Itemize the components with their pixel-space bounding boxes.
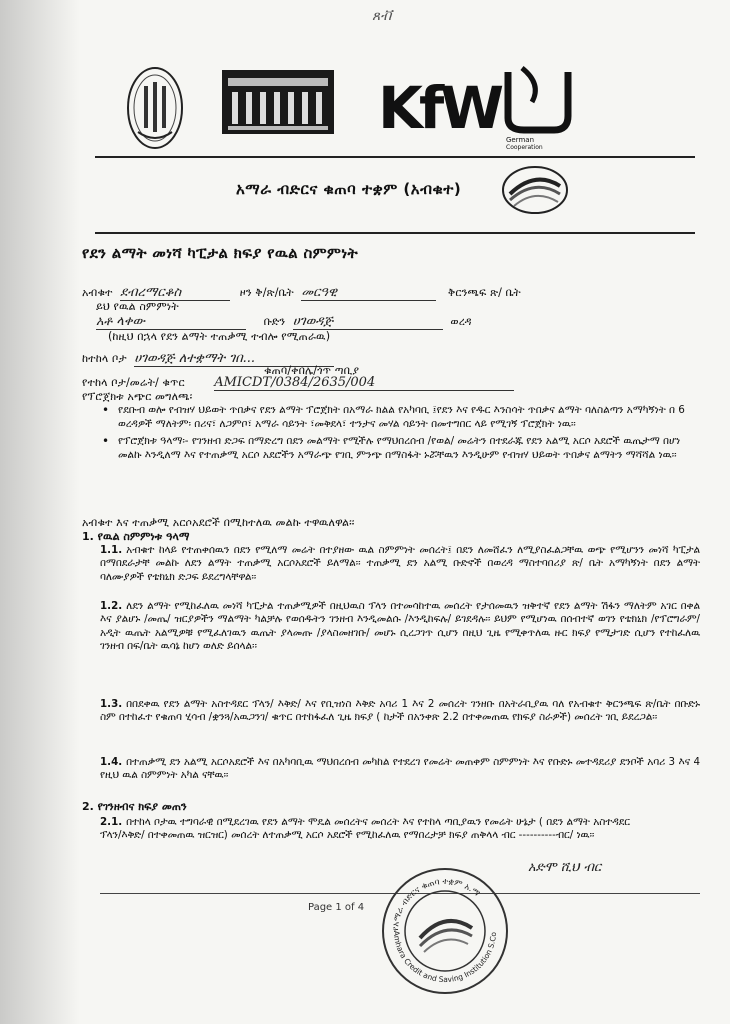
planting-site-value: ሀገወዳጅ ለተቋማት ገበ... (134, 352, 334, 367)
branch-zone-label: አብቁተ (82, 286, 113, 299)
section-1-heading: 1. የዉል ስምምነቱ ዓላማ (82, 530, 190, 543)
clause-1-1: 1.1. አብቁተ ከላይ የተጠቀሰዉን በደን የሚለማ መሬት በተያዘው ዉል ስምምነት መሰረት፤ በደን ለመሸፈን ለሚያስፈልጋቸዉ ወጭ የሚሆንን መነሻ ካፒታል በማበደራታቸ መልኩ ለደን ልማት ተጠቃሚ አርሶአደሮች ይለማል፡፡ ተጠቃሚ ደን አልሚ ቡድኖች በወረዳ ማስተባበሪያ ጽ/ ቤት አማካኝነት በደን ልማት ባለሙያዎች የቴክኒክ ድጋፍ ይደረግላቸዋል፡፡ (100, 544, 700, 583)
field-line-2: ይህ የዉል ስምምነት (96, 300, 179, 313)
svg-text:Amhara Credit and Saving Insti (392, 931, 498, 984)
project-bullets (100, 404, 700, 466)
bullet-item: • የደቡብ ወሎ የብዝሃ ህይወት ጥበቃና የደን ልማት ፕሮጀክት በአማራ ክልል የአካባቢ ፤የደን እና የዱር እንስሳት ጥበቃና ልማት ባለስልጣን አማካኝነት በ 6 ወረዳዎች ማለትም፡ በሪና፣ ለጋምቦ፣ አማራ ሳይንት ፣መቅደላ፣ ተንታና መሃል ሳይንት በመተግበር ላይ የሚገኝ ፕሮጀክት ነዉ፡፡ (100, 404, 700, 431)
branch-office-label: ቅርንጫፍ ጽ/ ቤት (447, 286, 521, 299)
official-stamp (378, 864, 512, 998)
ethiopian-emblem-logo (126, 66, 184, 150)
logo-bar (118, 66, 588, 156)
top-handwritten-mark: ጸቭ (372, 8, 392, 24)
zone-office-value: መርዓዊ (301, 286, 436, 301)
kfw-logo (376, 68, 501, 142)
scan-shadow (0, 0, 80, 1024)
clause-1-4: 1.4. በተጠቃሚ ደን አልሚ አርሶአደሮች እና በአካባቢዉ ማህበረሰብ መካከል የተደረገ የመሬት መጠቀም ስምምነት እና የቡድኑ መተዳደሪያ ደንቦች አባሪ 3 እና 4 የዚህ ዉል ስምምነት አካል ናቸዉ፡፡ (100, 756, 700, 782)
intro-line: አብቁተ እና ተጠቃሚ አርሶአደሮች በሚከተለዉ መልኩ ተዋዉለዋል፡፡ (82, 516, 355, 529)
bank-logo (222, 70, 334, 134)
planting-site-label: ከተከላ ቦታ (82, 352, 127, 365)
clause-1-2: 1.2. ለደን ልማት የሚከፈለዉ መነሻ ካፒታል ተጠቃሚዎች በዚህዉስ ፕላን በተመሳከተዉ መሰረት የታሰመዉን ዝቅተኛ የደን ልማት ሽፋን ማለትም አገር በቀል እና ያልሆኑ /መጤ/ ዝርያዎችን ማልማት ካልቻሉ የወሰዱትን ገንዘብ እንዲመልሱ /እንዲከፍሉ/ ይገደዳሉ፡፡ ይህም የሚሆነዉ በሰብተኛ ወገን የቴክኒክ /የፕሮግራም/ አዲት ዉጤት አልሚዎቹ የሚፈለገዉን ዉጤት ያላመጡ /ያላስመዘገቡ/ መሆኑ ሲረጋገጥ ሲሆን በዚህ ጊዜ የሚቀጥለዉ ዙር ክፍያ የሚታገድ ሲሆን የተከፈለዉ ገንዘብ በፍ/ቤት ዉሳኔ ከሆነ ወለድ ይሰላል፡፡ (100, 600, 700, 653)
german-cooperation-logo (502, 66, 574, 150)
field-line-4: (ከዚህ በኋላ የደን ልማት ተጠቃሚ ተብሎ የሚጠራዉ) (108, 330, 331, 343)
group-value: ሀገወዳጅ (293, 315, 443, 330)
clause-1-3: 1.3. በበደቀዉ የደን ልማት አስተዳደር ፕላን/ እቅድ/ እና የቢዝነስ እቅድ አባሪ 1 እና 2 መሰረት ገንዘቡ በአትራቢያዉ ባለ የአብቁተ ቅርንጫፍ ጽ/ቤት በቡድኑ ስም በተከፈተ የቁጠባ ሂሳብ /ቋንጓ/አዉጋንገ/ ቁጥር በተከፋፈለ ጊዜ ክፍያ ( ከታች በአንቀጽ 2.2 በተቀመጠዉ የክፍያ ስራዎች) መሰረት ገቢ ይደረጋል፡፡ (100, 698, 700, 724)
page-number: Page 1 of 4 (308, 902, 365, 913)
zone-value: ደብረማርቆስ (120, 286, 230, 301)
site-number-label: የተከላ ቦታ/መሬት/ ቁጥር (82, 376, 185, 389)
handwritten-amount-note: አድሞ ሺህ ብር (528, 860, 602, 875)
svg-text:German: German (506, 136, 535, 144)
site-number-value: AMICDT/0384/2635/004 (214, 376, 514, 391)
svg-text:Cooperation: Cooperation (506, 144, 543, 151)
header-divider-bottom (95, 232, 695, 234)
stamp-bottom-text: Amhara Credit and Saving Institution S.Co (391, 930, 499, 985)
acsi-logo (500, 164, 570, 216)
beneficiary-name-value: አቶ ላቀው (96, 315, 246, 330)
clause-2-1: 2.1. በተከላ ቦታዉ ተግባራዊ በሚደረገዉ የደን ልማት ሞዴል መሰረትና መሰረት እና የተከላ ጣቢያዉን የመሬት ሁኔታ ( በደን ልማት አስተዳደር ፕላን/እቅድ/ በተቀመጠዉ ዝርዝር) መሰረት ለተጠቃሚ አርሶ አደሮች የሚከፈለዉ የማበረታቻ ክፍያ ጠቅላላ ብር ----------ብር/ ነዉ፡፡ (100, 816, 630, 842)
woreda-label: ወረዳ (450, 315, 472, 328)
bullet-item: • የፕሮጀክቱ ዓላማ፡- የገንዘብ ድጋፍ በማድረግ በደን መልማት የሚችሉ የማህበረሰብ /የወል/ መሬትን በተደራጁ የደን አልሚ አርሶ አደሮች ዉጤታማ በሆነ መልኩ እንዲለማ እና የተጠቃሚ አርሶ አደሮችን አማራጭ የገቢ ምንጭ በማስፋት ኑሯቸዉን እንዲሁም የብዝሃ ህይወት ጥበቃና ልማትን ማሻሻል ነዉ፡፡ (100, 435, 700, 462)
organization-title: አማራ ብድርና ቁጠባ ተቋም (አብቁተ) (236, 180, 462, 198)
zone-office-label: ዞን ቅ/ጽ/ቤት (239, 286, 294, 299)
field-line-7 (82, 376, 514, 391)
svg-text:KfW: KfW (378, 74, 501, 142)
field-line-3 (96, 315, 472, 330)
field-line-6: ቁጠባ/ቀበሌ/ጎጥ ጣቢያ (264, 364, 360, 377)
group-label: ቡድን (263, 315, 286, 328)
project-summary-heading: የፕሮጀክቱ አጭር መግለጫ፡ (82, 390, 193, 403)
section-2-heading: 2. የገንዘብና ክፍያ መጠን (82, 800, 187, 813)
stamp-top-text: የአማራ ብድርና ቁጠባ ተቋም አ.ማ (390, 876, 482, 932)
document-title: የደን ልማት መነሻ ካፒታል ክፍያ የዉል ስምምነት (82, 244, 358, 262)
field-line-1 (82, 286, 521, 301)
header-divider-top (95, 156, 695, 158)
